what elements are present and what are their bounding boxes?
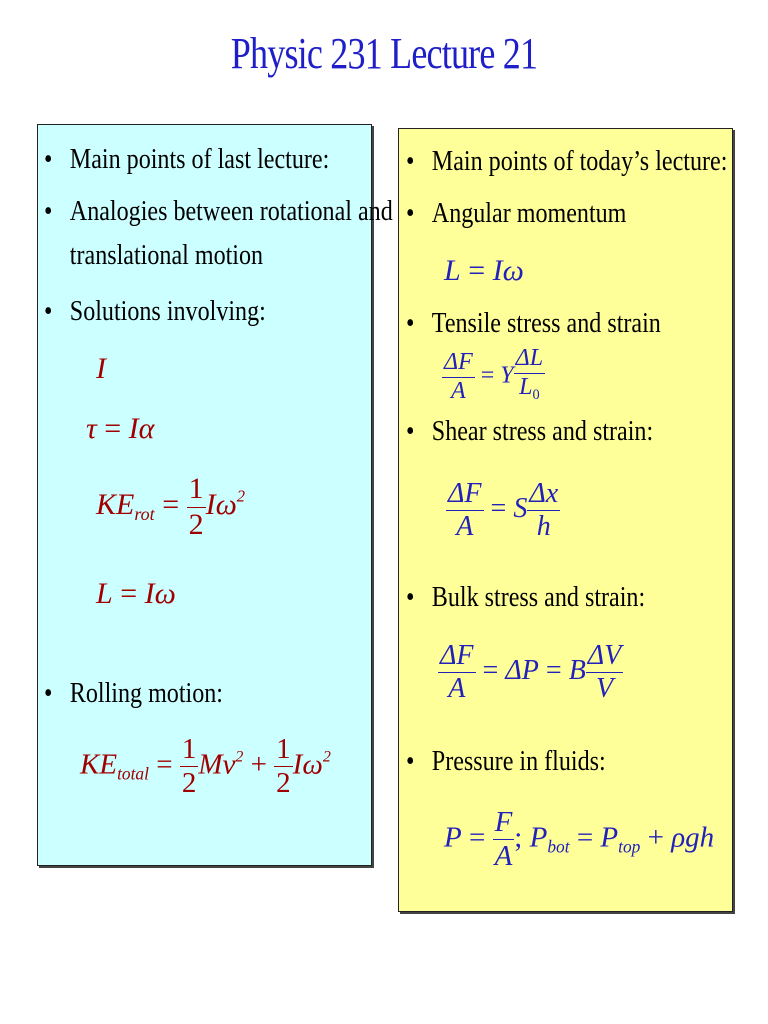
frac-denominator: 2 xyxy=(276,767,291,800)
frac-denominator: A xyxy=(451,377,466,404)
eq-equals: = xyxy=(148,748,180,781)
eq-coefficient: Y xyxy=(500,362,514,389)
bullet-pressure xyxy=(406,740,606,784)
eq-lhs: L xyxy=(96,577,113,610)
frac-denominator: V xyxy=(596,673,614,705)
frac-denominator: 2 xyxy=(181,767,197,800)
eq-subscript: total xyxy=(117,763,149,784)
frac-numerator: ΔF xyxy=(446,478,484,511)
frac-denominator: A xyxy=(456,511,474,543)
eq-subscript: rot xyxy=(134,504,155,525)
bullet-text: Shear stress and strain: xyxy=(431,416,654,447)
frac-numerator: ΔF xyxy=(442,349,475,378)
eq-equals: = xyxy=(483,493,514,525)
bullet-text-line1: Analogies between rotational and xyxy=(69,196,393,227)
bullet-marker: • xyxy=(406,308,415,339)
eq-term: Iω xyxy=(292,748,323,781)
eq-term: Mv xyxy=(198,748,236,781)
eq-equals: = xyxy=(475,655,506,687)
equation-shear xyxy=(446,478,560,543)
bullet-rolling xyxy=(44,672,223,716)
bullet-text: Main points of today’s lecture: xyxy=(431,146,728,177)
bullet-marker: • xyxy=(44,196,53,227)
eq-term: ρgh xyxy=(671,821,715,854)
eq-equals: = xyxy=(460,254,493,287)
eq-equals: = xyxy=(538,655,569,687)
eq-rhs: Iα xyxy=(128,412,155,445)
eq-superscript: 2 xyxy=(236,486,246,506)
eq-superscript: 2 xyxy=(235,748,244,766)
eq-lhs: P xyxy=(444,821,462,854)
eq-term: P xyxy=(529,821,548,854)
frac-denominator: L xyxy=(519,373,533,400)
eq-equals: = xyxy=(461,821,493,854)
bullet-marker: • xyxy=(406,746,415,777)
eq-term: P xyxy=(600,821,619,854)
bullet-text: Solutions involving: xyxy=(69,296,266,327)
bullet-bulk xyxy=(406,576,645,620)
frac-numerator: ΔV xyxy=(586,640,624,673)
bullet-marker: • xyxy=(44,678,53,709)
eq-equals: = xyxy=(96,412,129,445)
eq-lhs: KE xyxy=(80,748,118,781)
bullet-text: Angular momentum xyxy=(431,198,627,229)
equation-inertia xyxy=(96,352,106,386)
eq-equals: = xyxy=(569,821,601,854)
eq-equals: = xyxy=(474,362,501,389)
bullet-marker: • xyxy=(406,198,415,229)
bullet-marker: • xyxy=(44,296,53,327)
frac-denominator: h xyxy=(536,511,551,543)
bullet-tensile xyxy=(406,302,661,346)
eq-coefficient: S xyxy=(513,493,528,525)
bullet-last-lecture xyxy=(44,138,329,182)
equation-torque xyxy=(86,412,154,446)
frac-numerator: 1 xyxy=(274,733,293,767)
eq-subscript: 0 xyxy=(532,386,540,403)
eq-superscript: 2 xyxy=(322,748,331,766)
equation-ke-rot xyxy=(96,472,245,542)
bullet-marker: • xyxy=(406,416,415,447)
eq-equals: = xyxy=(154,487,187,521)
eq-lhs: L xyxy=(444,254,461,287)
bullet-text: Bulk stress and strain: xyxy=(431,582,646,613)
eq-plus: + xyxy=(640,821,672,854)
frac-denominator: 2 xyxy=(188,507,204,541)
eq-separator: ; xyxy=(514,821,530,854)
bullet-today-lecture xyxy=(406,140,727,184)
frac-numerator: 1 xyxy=(180,733,199,767)
equation-tensile xyxy=(442,345,545,409)
eq-equals: = xyxy=(112,577,145,610)
bullet-marker: • xyxy=(406,582,415,613)
equation-angular-momentum-left xyxy=(96,577,176,611)
equation-angular-momentum-right xyxy=(444,254,524,288)
frac-numerator: F xyxy=(493,806,515,840)
eq-rhs: Iω xyxy=(492,254,524,287)
eq-subscript: top xyxy=(618,836,641,857)
bullet-shear xyxy=(406,410,653,454)
bullet-marker: • xyxy=(44,144,53,175)
equation-pressure xyxy=(444,806,714,874)
frac-denominator: A xyxy=(448,673,466,705)
eq-lhs: KE xyxy=(96,487,135,521)
frac-numerator: ΔF xyxy=(438,640,476,673)
bullet-marker: • xyxy=(406,146,415,177)
slide-title: Physic 231 Lecture 21 xyxy=(230,29,538,78)
frac-denominator: A xyxy=(494,840,513,873)
equation-ke-total xyxy=(80,733,331,801)
bullet-analogies xyxy=(44,190,393,278)
bullet-angular-momentum xyxy=(406,192,626,236)
eq-coefficient: B xyxy=(568,655,586,687)
bullet-solutions xyxy=(44,290,266,334)
bullet-text-line2: translational motion xyxy=(69,240,264,271)
bullet-text: Tensile stress and strain xyxy=(431,308,661,339)
equation-bulk xyxy=(438,640,623,705)
eq-rhs: Iω xyxy=(205,487,237,521)
bullet-text: Rolling motion: xyxy=(69,678,224,709)
eq-rhs: Iω xyxy=(144,577,176,610)
eq-term: ΔP xyxy=(505,655,539,687)
eq-subscript: bot xyxy=(547,836,570,857)
frac-numerator: ΔL xyxy=(514,345,545,374)
bullet-text: Main points of last lecture: xyxy=(69,144,330,175)
eq-lhs: τ xyxy=(86,412,97,445)
frac-numerator: Δx xyxy=(527,478,560,511)
eq-symbol: I xyxy=(96,352,106,385)
bullet-text: Pressure in fluids: xyxy=(431,746,606,777)
eq-plus: + xyxy=(243,748,275,781)
frac-numerator: 1 xyxy=(187,472,206,508)
